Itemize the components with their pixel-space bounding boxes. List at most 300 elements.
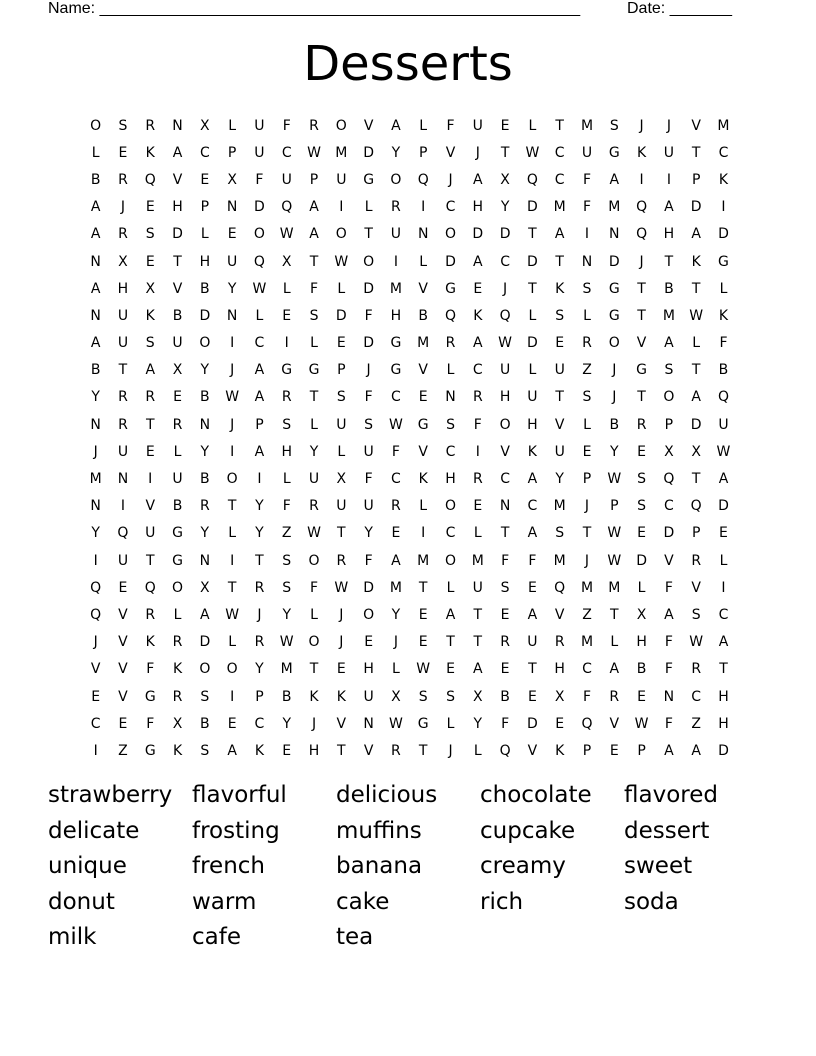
grid-letter: I <box>639 171 644 188</box>
grid-row <box>82 112 739 139</box>
grid-letter: A <box>664 199 674 216</box>
grid-letter: T <box>637 307 646 324</box>
grid-letter: R <box>636 416 647 433</box>
grid-letter: X <box>200 579 210 596</box>
word-bank-item: cupcake <box>480 817 576 844</box>
grid-letter: V <box>118 661 128 678</box>
grid-letter: L <box>337 280 346 297</box>
grid-letter: L <box>419 498 428 515</box>
grid-letter: G <box>308 362 320 379</box>
grid-letter: M <box>608 199 621 216</box>
grid-letter: E <box>91 688 101 705</box>
grid-letter: D <box>499 226 511 243</box>
grid-letter: Q <box>144 579 156 596</box>
grid-letter: C <box>391 471 401 488</box>
grid-letter: Q <box>253 253 265 270</box>
grid-letter: J <box>448 171 453 188</box>
grid-letter: R <box>199 498 210 515</box>
grid-letter: P <box>637 742 646 759</box>
grid-letter: D <box>527 715 538 732</box>
grid-letter: R <box>254 634 265 651</box>
grid-letter: D <box>718 498 729 515</box>
grid-letter: Q <box>526 171 538 188</box>
grid-letter: T <box>364 226 373 243</box>
grid-letter: R <box>500 634 510 651</box>
grid-letter: E <box>418 606 428 623</box>
grid-letter: R <box>554 634 565 651</box>
grid-letter: D <box>718 742 729 759</box>
grid-letter: F <box>664 579 673 596</box>
grid-letter: T <box>118 362 128 379</box>
grid-letter: R <box>309 117 319 134</box>
grid-letter: R <box>281 389 292 406</box>
grid-letter: L <box>719 552 728 569</box>
grid-letter: G <box>608 307 620 324</box>
grid-letter: S <box>145 226 155 243</box>
grid-letter: J <box>503 280 508 297</box>
grid-letter: B <box>664 280 674 297</box>
grid-letter: B <box>200 280 210 297</box>
grid-letter: E <box>118 579 128 596</box>
grid-letter: Z <box>582 362 592 379</box>
word-bank-item: delicate <box>48 817 140 844</box>
grid-letter: F <box>364 307 373 324</box>
grid-letter: B <box>200 389 210 406</box>
grid-letter: O <box>363 606 375 623</box>
grid-letter: Y <box>555 471 564 488</box>
grid-letter: T <box>418 579 428 596</box>
grid-letter: N <box>226 307 238 324</box>
grid-letter: P <box>255 416 264 433</box>
grid-letter: P <box>691 525 701 542</box>
grid-letter: L <box>228 525 237 542</box>
grid-letter: L <box>528 117 537 134</box>
grid-letter: Q <box>717 389 729 406</box>
grid-letter: G <box>144 742 156 759</box>
grid-letter: N <box>199 552 211 569</box>
grid-letter: A <box>309 199 319 216</box>
grid-letter: X <box>172 362 183 379</box>
grid-letter: U <box>308 471 320 488</box>
grid-letter: S <box>364 416 374 433</box>
grid-row <box>82 139 739 166</box>
grid-letter: E <box>145 199 155 216</box>
grid-letter: V <box>445 144 456 161</box>
grid-letter: E <box>118 144 128 161</box>
grid-letter: K <box>254 742 265 759</box>
grid-letter: A <box>609 171 620 188</box>
grid-letter: S <box>446 416 455 433</box>
grid-letter: Q <box>499 742 511 759</box>
grid-letter: R <box>118 389 128 406</box>
grid-letter: Q <box>636 226 648 243</box>
grid-letter: M <box>89 471 102 488</box>
grid-letter: H <box>281 443 292 460</box>
grid-letter: X <box>172 715 183 732</box>
grid-letter: N <box>663 688 675 705</box>
grid-letter: G <box>390 362 402 379</box>
grid-letter: M <box>608 579 621 596</box>
grid-letter: I <box>666 171 671 188</box>
grid-letter: A <box>227 742 237 759</box>
grid-letter: V <box>418 362 428 379</box>
grid-letter: P <box>582 742 592 759</box>
word-bank-item: strawberry <box>48 782 173 808</box>
grid-row <box>82 166 739 193</box>
grid-letter: M <box>580 634 594 651</box>
grid-letter: Y <box>91 525 100 542</box>
grid-letter: W <box>307 144 321 161</box>
grid-letter: E <box>719 525 728 542</box>
grid-letter: Y <box>200 443 210 460</box>
grid-letter: T <box>500 525 510 542</box>
grid-letter: T <box>309 389 319 406</box>
grid-letter: F <box>582 688 592 705</box>
grid-letter: W <box>716 443 731 460</box>
grid-letter: F <box>446 117 455 134</box>
grid-letter: I <box>230 335 235 352</box>
grid-letter: L <box>228 634 237 651</box>
grid-letter: E <box>446 661 455 678</box>
grid-letter: S <box>336 389 346 406</box>
grid-letter: E <box>555 715 565 732</box>
grid-letter: U <box>172 471 183 488</box>
grid-letter: O <box>253 226 265 243</box>
grid-letter: S <box>555 525 565 542</box>
grid-letter: L <box>392 661 400 678</box>
grid-letter: U <box>281 171 292 188</box>
grid-letter: B <box>418 307 429 324</box>
word-search-grid <box>82 112 739 765</box>
grid-letter: F <box>282 498 291 515</box>
grid-letter: L <box>419 253 428 270</box>
grid-letter: G <box>608 280 620 297</box>
grid-letter: B <box>172 498 183 515</box>
grid-letter: V <box>664 552 674 569</box>
grid-row <box>82 683 739 710</box>
grid-letter: H <box>445 471 456 488</box>
grid-letter: U <box>254 117 265 134</box>
grid-letter: V <box>90 661 101 678</box>
grid-letter: T <box>555 117 564 134</box>
grid-letter: L <box>419 117 428 134</box>
grid-letter: D <box>718 226 729 243</box>
grid-letter: Q <box>281 199 293 216</box>
grid-letter: U <box>472 579 483 596</box>
grid-row <box>82 438 739 465</box>
grid-letter: A <box>445 606 456 623</box>
grid-row <box>82 411 739 438</box>
grid-letter: L <box>310 606 318 623</box>
grid-letter: L <box>228 117 237 134</box>
grid-letter: G <box>636 362 648 379</box>
word-bank-item: milk <box>48 924 97 951</box>
grid-letter: F <box>391 443 400 460</box>
grid-letter: V <box>636 335 647 352</box>
grid-letter: E <box>145 443 155 460</box>
word-bank-item: soda <box>624 888 679 915</box>
grid-letter: C <box>582 661 592 678</box>
grid-letter: E <box>282 307 292 324</box>
grid-letter: P <box>227 144 237 161</box>
grid-letter: R <box>445 335 456 352</box>
grid-row <box>82 357 739 384</box>
grid-letter: R <box>336 552 347 569</box>
grid-letter: L <box>528 307 537 324</box>
grid-letter: K <box>718 171 729 188</box>
grid-letter: M <box>580 579 594 596</box>
grid-letter: K <box>718 307 729 324</box>
word-bank-item: rich <box>480 888 524 915</box>
word-bank-item: warm <box>192 888 257 915</box>
grid-letter: Q <box>90 606 102 623</box>
grid-letter: W <box>498 335 513 352</box>
grid-letter: G <box>718 253 729 270</box>
grid-letter: L <box>282 280 291 297</box>
grid-letter: R <box>172 416 183 433</box>
grid-letter: T <box>173 253 182 270</box>
grid-letter: T <box>500 144 510 161</box>
grid-letter: D <box>527 253 538 270</box>
grid-letter: W <box>607 525 622 542</box>
grid-letter: Y <box>391 606 401 623</box>
grid-letter: R <box>172 688 183 705</box>
grid-letter: M <box>417 335 430 352</box>
grid-letter: O <box>199 661 211 678</box>
grid-letter: I <box>393 253 398 270</box>
grid-letter: A <box>527 606 538 623</box>
grid-letter: K <box>336 688 346 705</box>
grid-letter: L <box>200 226 209 243</box>
grid-letter: F <box>664 661 673 678</box>
grid-letter: L <box>610 634 619 651</box>
grid-letter: G <box>281 362 293 379</box>
grid-letter: F <box>309 280 319 297</box>
grid-row <box>82 465 739 492</box>
grid-letter: V <box>118 606 128 623</box>
grid-letter: F <box>309 579 319 596</box>
grid-letter: D <box>363 144 374 161</box>
grid-letter: F <box>473 416 482 433</box>
word-bank-item: frosting <box>192 817 280 844</box>
grid-letter: Q <box>444 307 457 324</box>
grid-letter: X <box>227 171 237 188</box>
grid-letter: D <box>445 253 456 270</box>
grid-letter: S <box>446 688 455 705</box>
grid-letter: E <box>336 661 346 678</box>
grid-letter: N <box>226 199 238 216</box>
grid-letter: N <box>117 471 129 488</box>
grid-letter: L <box>310 335 318 352</box>
grid-letter: B <box>500 688 510 705</box>
grid-letter: A <box>718 471 729 488</box>
grid-letter: C <box>445 525 456 542</box>
grid-letter: R <box>172 634 183 651</box>
grid-letter: E <box>145 253 155 270</box>
grid-letter: T <box>337 525 346 542</box>
grid-letter: U <box>117 335 129 352</box>
grid-letter: C <box>691 688 702 705</box>
grid-letter: U <box>117 443 129 460</box>
grid-letter: D <box>690 416 702 433</box>
grid-letter: S <box>664 362 674 379</box>
grid-letter: T <box>691 471 701 488</box>
grid-letter: I <box>584 226 590 243</box>
grid-letter: X <box>145 280 156 297</box>
grid-letter: C <box>718 144 729 161</box>
grid-letter: U <box>499 362 511 379</box>
grid-letter: G <box>417 715 429 732</box>
grid-letter: D <box>335 307 347 324</box>
grid-letter: K <box>636 144 647 161</box>
grid-letter: T <box>691 280 701 297</box>
grid-letter: E <box>500 117 510 134</box>
grid-letter: H <box>363 661 374 678</box>
grid-letter: W <box>225 606 240 623</box>
grid-letter: T <box>528 661 537 678</box>
grid-letter: O <box>390 171 402 188</box>
grid-letter: T <box>418 742 428 759</box>
grid-row <box>82 194 739 221</box>
grid-letter: F <box>146 661 155 678</box>
grid-letter: O <box>608 335 620 352</box>
grid-letter: G <box>417 416 429 433</box>
grid-letter: T <box>473 634 483 651</box>
grid-letter: R <box>472 389 483 406</box>
grid-letter: T <box>528 280 537 297</box>
grid-letter: A <box>90 226 101 243</box>
grid-letter: U <box>554 362 565 379</box>
grid-letter: S <box>118 117 128 134</box>
grid-letter: J <box>339 634 344 651</box>
grid-letter: K <box>555 742 565 759</box>
grid-letter: U <box>254 144 265 161</box>
grid-letter: K <box>145 634 155 651</box>
word-bank-item: donut <box>48 888 115 915</box>
grid-letter: A <box>473 335 483 352</box>
grid-row <box>82 330 739 357</box>
grid-letter: X <box>118 253 128 270</box>
grid-letter: O <box>335 226 347 243</box>
grid-letter: I <box>284 335 289 352</box>
grid-letter: E <box>200 171 210 188</box>
grid-letter: G <box>172 552 183 569</box>
grid-letter: F <box>664 715 673 732</box>
word-bank-item: muffins <box>336 817 422 844</box>
grid-letter: U <box>390 226 402 243</box>
grid-letter: T <box>227 498 237 515</box>
grid-letter: L <box>173 443 182 460</box>
name-line: Name: ______________________________________________________ <box>48 0 581 17</box>
grid-letter: S <box>282 579 292 596</box>
grid-letter: B <box>636 661 647 678</box>
grid-letter: A <box>200 606 210 623</box>
grid-letter: D <box>363 579 374 596</box>
grid-letter: S <box>418 688 428 705</box>
grid-letter: M <box>553 552 566 569</box>
grid-letter: L <box>255 307 264 324</box>
grid-letter: Z <box>582 606 592 623</box>
grid-letter: A <box>473 253 483 270</box>
word-bank-item: tea <box>336 924 374 951</box>
grid-letter: H <box>554 661 565 678</box>
grid-letter: U <box>363 688 374 705</box>
grid-letter: F <box>528 552 537 569</box>
grid-letter: E <box>527 688 537 705</box>
grid-letter: L <box>583 307 591 324</box>
grid-letter: K <box>145 307 155 324</box>
grid-letter: C <box>554 144 565 161</box>
grid-letter: E <box>418 389 428 406</box>
grid-letter: A <box>691 226 701 243</box>
grid-letter: T <box>582 525 592 542</box>
grid-letter: U <box>718 416 729 433</box>
word-bank-item: flavorful <box>192 782 287 808</box>
grid-letter: I <box>339 199 344 216</box>
grid-letter: L <box>473 525 482 542</box>
grid-letter: U <box>336 498 347 515</box>
grid-letter: U <box>336 171 347 188</box>
grid-letter: Y <box>227 280 237 297</box>
grid-letter: R <box>145 389 156 406</box>
grid-letter: Z <box>691 715 701 732</box>
grid-row <box>82 601 739 628</box>
grid-letter: F <box>364 389 373 406</box>
grid-letter: Y <box>255 498 264 515</box>
grid-letter: W <box>334 579 349 596</box>
grid-letter: E <box>637 525 647 542</box>
grid-letter: K <box>309 688 319 705</box>
grid-letter: J <box>393 634 398 651</box>
word-bank-item: creamy <box>480 853 566 880</box>
grid-letter: R <box>391 199 401 216</box>
grid-letter: Y <box>255 525 264 542</box>
grid-letter: H <box>199 253 211 270</box>
grid-letter: Q <box>636 199 648 216</box>
grid-letter: A <box>609 661 620 678</box>
grid-letter: U <box>172 335 183 352</box>
grid-letter: L <box>282 471 291 488</box>
grid-letter: L <box>173 606 182 623</box>
grid-letter: U <box>117 307 129 324</box>
grid-letter: Q <box>90 579 102 596</box>
grid-letter: Y <box>500 199 510 216</box>
grid-letter: R <box>145 117 156 134</box>
grid-letter: W <box>225 389 240 406</box>
grid-letter: R <box>691 661 702 678</box>
grid-letter: A <box>254 362 265 379</box>
grid-letter: U <box>145 525 156 542</box>
grid-letter: J <box>612 389 617 406</box>
grid-letter: D <box>199 307 211 324</box>
grid-letter: F <box>255 171 264 188</box>
grid-letter: T <box>337 742 346 759</box>
grid-letter: E <box>527 579 537 596</box>
grid-letter: V <box>418 280 428 297</box>
grid-letter: S <box>200 688 210 705</box>
grid-letter: U <box>363 443 374 460</box>
grid-letter: K <box>691 253 701 270</box>
grid-letter: G <box>390 335 402 352</box>
grid-letter: K <box>473 307 483 324</box>
grid-letter: E <box>637 443 647 460</box>
word-bank-item: flavored <box>624 782 718 808</box>
grid-letter: I <box>93 552 98 569</box>
grid-letter: D <box>254 199 265 216</box>
grid-letter: B <box>281 688 292 705</box>
grid-letter: E <box>473 280 483 297</box>
grid-letter: A <box>90 335 101 352</box>
